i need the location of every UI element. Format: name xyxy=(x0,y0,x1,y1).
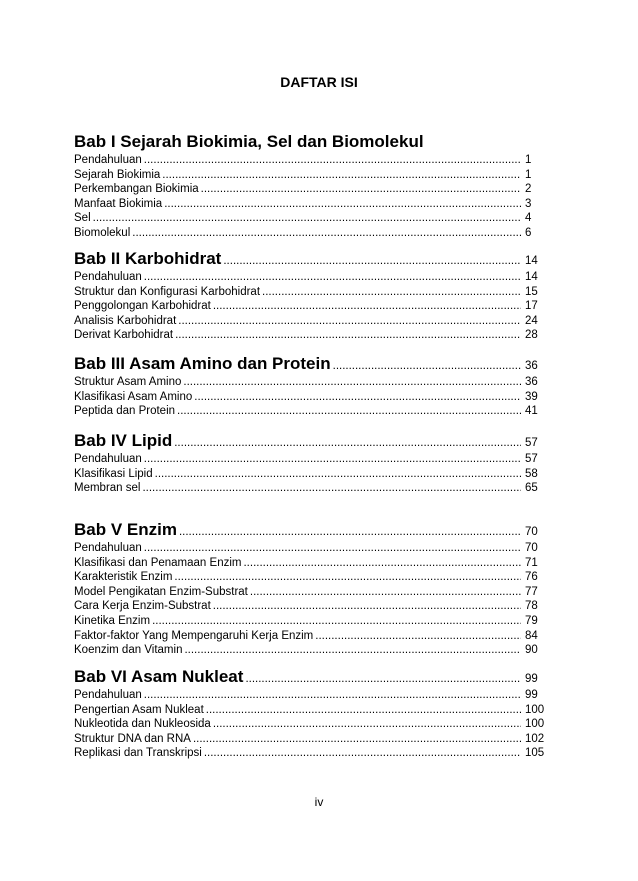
toc-entry xyxy=(74,614,547,629)
leader-dots xyxy=(333,355,521,375)
chapter-page-number: 70 xyxy=(525,526,538,538)
chapter-page-number: 57 xyxy=(525,437,538,449)
entry-title: Model Pengikatan Enzim-Substrat xyxy=(74,585,248,598)
leader-dots xyxy=(144,153,521,168)
chapter-page-number: 36 xyxy=(525,360,538,372)
leader-dots xyxy=(144,541,521,556)
toc-entry xyxy=(74,270,547,285)
entry-page-number: 105 xyxy=(525,747,545,760)
leader-dots xyxy=(250,585,521,600)
toc-entry xyxy=(74,390,547,405)
entry-title: Peptida dan Protein xyxy=(74,405,176,418)
toc-chapter-heading xyxy=(74,519,547,541)
entry-page-number: 17 xyxy=(525,300,538,313)
entry-page-number: 1 xyxy=(525,154,532,166)
leader-dots xyxy=(262,285,521,300)
entry-page-number: 4 xyxy=(525,212,532,225)
chapter-title: Bab IV Lipid xyxy=(74,431,173,450)
entry-page-number: 57 xyxy=(525,453,538,465)
entry-page-number: 78 xyxy=(525,600,538,613)
leader-dots xyxy=(315,629,521,644)
entry-title: Struktur Asam Amino xyxy=(74,376,182,388)
toc-entry xyxy=(74,746,547,761)
entry-title: Pendahuluan xyxy=(74,271,142,283)
entry-page-number: 24 xyxy=(525,314,538,327)
entry-title: Replikasi dan Transkripsi xyxy=(74,747,202,760)
entry-title: Pendahuluan xyxy=(74,453,142,465)
leader-dots xyxy=(142,481,521,496)
leader-dots xyxy=(206,703,521,718)
toc-entry xyxy=(74,168,547,183)
entry-page-number: 77 xyxy=(525,585,538,598)
entry-page-number: 65 xyxy=(525,482,538,495)
entry-page-number: 15 xyxy=(525,285,538,298)
entry-title: Cara Kerja Enzim-Substrat xyxy=(74,600,211,613)
entry-title: Manfaat Biokimia xyxy=(74,197,163,210)
entry-title: Pengertian Asam Nukleat xyxy=(74,703,204,716)
chapter-title: Bab VI Asam Nukleat xyxy=(74,667,244,686)
toc-entry xyxy=(74,328,547,343)
leader-dots xyxy=(178,314,521,329)
entry-page-number: 99 xyxy=(525,689,538,701)
entry-title: Membran sel xyxy=(74,482,141,495)
toc-entry xyxy=(74,570,547,585)
entry-page-number: 28 xyxy=(525,329,538,342)
toc-entry xyxy=(74,556,547,571)
toc-entry xyxy=(74,182,547,197)
toc-entry xyxy=(74,688,547,703)
entry-page-number: 71 xyxy=(525,556,538,569)
toc-entry xyxy=(74,541,547,556)
toc-chapter-heading xyxy=(74,430,547,452)
leader-dots xyxy=(201,182,521,197)
entry-title: Penggolongan Karbohidrat xyxy=(74,300,211,313)
toc-entry xyxy=(74,599,547,614)
entry-title: Perkembangan Biokimia xyxy=(74,183,199,196)
leader-dots xyxy=(152,614,521,629)
leader-dots xyxy=(174,432,521,452)
leader-dots xyxy=(194,390,521,405)
toc-entry xyxy=(74,643,547,658)
chapter-title: Bab II Karbohidrat xyxy=(74,249,222,268)
entry-title: Pendahuluan xyxy=(74,154,142,166)
entry-title: Sejarah Biokimia xyxy=(74,168,161,181)
toc-entry xyxy=(74,375,547,390)
entry-page-number: 70 xyxy=(525,542,538,554)
entry-title: Karakteristik Enzim xyxy=(74,571,173,584)
entry-page-number: 6 xyxy=(525,227,532,239)
page-number: iv xyxy=(314,795,324,809)
entry-page-number: 39 xyxy=(525,390,538,403)
leader-dots xyxy=(155,467,521,482)
leader-dots xyxy=(132,226,521,241)
leader-dots xyxy=(144,270,521,285)
entry-page-number: 100 xyxy=(525,718,545,731)
entry-page-number: 58 xyxy=(525,467,538,480)
chapter-page-number: 14 xyxy=(525,255,538,267)
leader-dots xyxy=(174,570,521,585)
toc-entry xyxy=(74,452,547,467)
toc-entry xyxy=(74,585,547,600)
toc-entry xyxy=(74,314,547,329)
leader-dots xyxy=(175,328,521,343)
entry-title: Pendahuluan xyxy=(74,542,142,554)
chapter-title: Bab V Enzim xyxy=(74,520,177,539)
leader-dots xyxy=(243,556,521,571)
chapter-title: Bab III Asam Amino dan Protein xyxy=(74,354,331,373)
entry-title: Klasifikasi Asam Amino xyxy=(74,390,193,403)
entry-title: Sel xyxy=(74,212,91,225)
entry-page-number: 90 xyxy=(525,644,538,657)
entry-title: Klasifikasi Lipid xyxy=(74,467,153,480)
toc-entry xyxy=(74,226,547,241)
toc-entry xyxy=(74,481,547,496)
entry-title: Derivat Karbohidrat xyxy=(74,329,174,342)
toc-chapter-heading xyxy=(74,248,547,270)
toc-chapter-heading xyxy=(74,353,547,375)
entry-page-number: 14 xyxy=(525,271,538,283)
entry-title: Pendahuluan xyxy=(74,689,142,701)
chapter-page-number: 99 xyxy=(525,673,538,685)
entry-title: Faktor-faktor Yang Mempengaruhi Kerja Enzim xyxy=(74,629,314,642)
toc-entry xyxy=(74,211,547,226)
toc-chapter-heading xyxy=(74,666,547,688)
leader-dots xyxy=(144,452,521,467)
entry-page-number: 41 xyxy=(525,405,538,418)
entry-title: Struktur dan Konfigurasi Karbohidrat xyxy=(74,285,261,298)
toc-entry xyxy=(74,299,547,314)
toc-entry xyxy=(74,717,547,732)
leader-dots xyxy=(177,404,521,419)
leader-dots xyxy=(213,599,521,614)
entry-title: Biomolekul xyxy=(74,227,131,239)
entry-page-number: 2 xyxy=(525,183,532,196)
entry-page-number: 100 xyxy=(525,703,545,716)
toc-chapter-heading xyxy=(74,131,547,153)
toc-entry xyxy=(74,285,547,300)
leader-dots xyxy=(213,717,521,732)
toc-entry xyxy=(74,153,547,168)
entry-title: Nukleotida dan Nukleosida xyxy=(74,718,211,731)
toc-entry xyxy=(74,703,547,718)
leader-dots xyxy=(193,732,521,747)
entry-title: Koenzim dan Vitamin xyxy=(74,644,183,657)
entry-page-number: 76 xyxy=(525,571,538,584)
leader-dots xyxy=(184,643,521,658)
entry-page-number: 102 xyxy=(525,732,545,745)
leader-dots xyxy=(164,197,521,212)
entry-title: Struktur DNA dan RNA xyxy=(74,732,191,745)
entry-page-number: 36 xyxy=(525,376,538,388)
toc-entry xyxy=(74,732,547,747)
page-title: DAFTAR ISI xyxy=(280,74,358,90)
leader-dots xyxy=(223,250,521,270)
leader-dots xyxy=(204,746,521,761)
toc-entry xyxy=(74,404,547,419)
leader-dots xyxy=(245,668,521,688)
leader-dots xyxy=(213,299,521,314)
toc-entry xyxy=(74,467,547,482)
leader-dots xyxy=(162,168,521,183)
entry-title: Analisis Karbohidrat xyxy=(74,314,177,327)
entry-title: Kinetika Enzim xyxy=(74,615,151,627)
leader-dots xyxy=(179,521,521,541)
chapter-title: Bab I Sejarah Biokimia, Sel dan Biomolekul xyxy=(74,132,424,151)
toc-entry xyxy=(74,197,547,212)
entry-page-number: 79 xyxy=(525,615,538,627)
entry-page-number: 3 xyxy=(525,197,532,210)
leader-dots xyxy=(93,211,521,226)
leader-dots xyxy=(144,688,521,703)
leader-dots xyxy=(183,375,521,390)
entry-page-number: 1 xyxy=(525,168,532,181)
toc-entry xyxy=(74,629,547,644)
entry-page-number: 84 xyxy=(525,629,538,642)
entry-title: Klasifikasi dan Penamaan Enzim xyxy=(74,556,242,569)
